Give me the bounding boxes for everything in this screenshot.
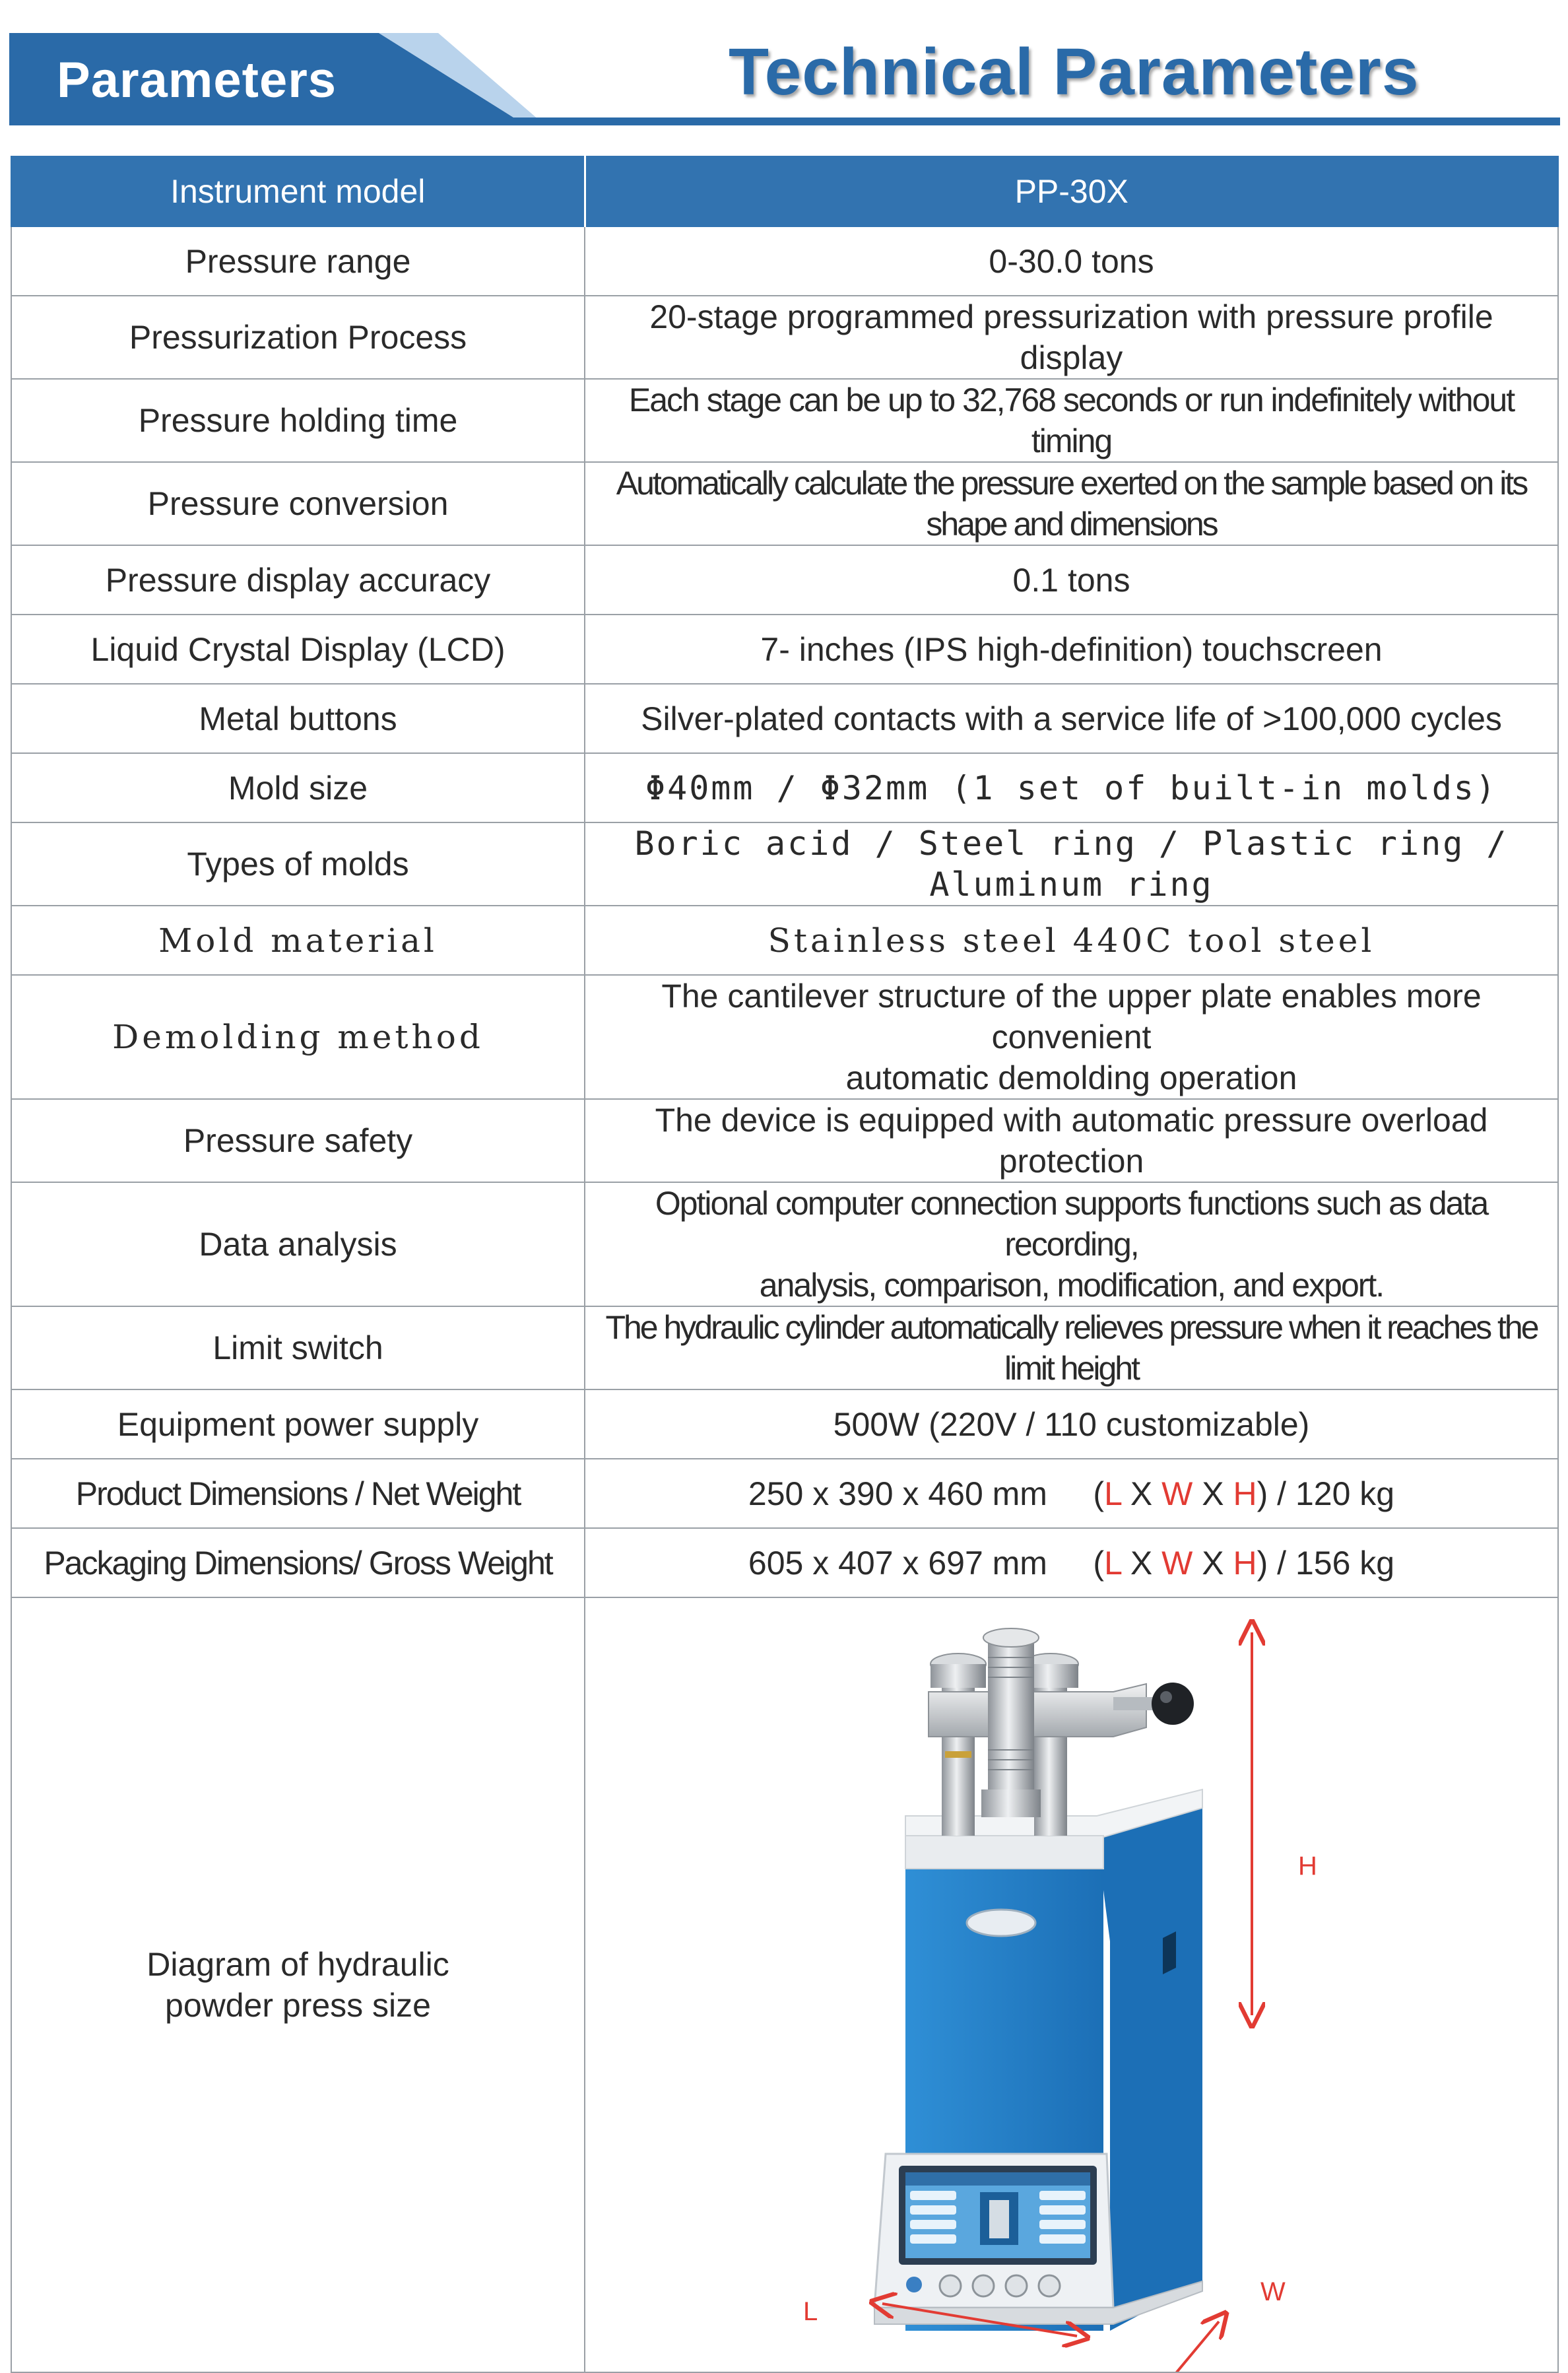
- dims-x: X: [1121, 1544, 1162, 1582]
- table-row: [11, 1306, 1558, 1389]
- press-center-screw: [988, 1638, 1034, 1796]
- table-header-value: PP-30X: [585, 156, 1558, 226]
- table-row: [11, 975, 1558, 1099]
- diagram-label-line: Diagram of hydraulic: [147, 1946, 449, 1983]
- row-label: Pressure safety: [11, 1099, 585, 1182]
- height-label: H: [1298, 1852, 1317, 1881]
- dims-value: 605 x 407 x 697 mm: [748, 1544, 1047, 1582]
- row-value: 0.1 tons: [585, 545, 1558, 615]
- table-header-row: [11, 156, 1558, 226]
- row-value: 7- inches (IPS high-definition) touchscreen: [585, 615, 1558, 684]
- row-value: [585, 1459, 1558, 1528]
- weight-value: ) / 120 kg: [1257, 1475, 1395, 1512]
- section-tab-label: Parameters: [57, 52, 337, 108]
- row-label: Mold material: [11, 906, 585, 975]
- row-value: [585, 1182, 1558, 1306]
- row-label: Equipment power supply: [11, 1389, 585, 1459]
- table-row: [11, 296, 1558, 379]
- table-row: [11, 615, 1558, 684]
- row-value: 0-30.0 tons: [585, 226, 1558, 296]
- row-value: 500W (220V / 110 customizable): [585, 1389, 1558, 1459]
- row-label: Demolding method: [11, 975, 585, 1099]
- diagram-cell: [585, 1597, 1558, 2372]
- row-label: Product Dimensions / Net Weight: [11, 1459, 585, 1528]
- table-row: [11, 462, 1558, 545]
- width-label: W: [1260, 2277, 1286, 2306]
- table-row: [11, 684, 1558, 753]
- row-value: Each stage can be up to 32,768 seconds or run indefinitely without timing: [585, 379, 1558, 462]
- dim-letter-w: W: [1161, 1475, 1193, 1512]
- press-handle-knob: [1152, 1683, 1194, 1725]
- hydraulic-press-illustration: [585, 1598, 1559, 2372]
- dims-x: X: [1192, 1544, 1233, 1582]
- row-value-line: analysis, comparison, modification, and export.: [759, 1267, 1384, 1304]
- row-label: Mold size: [11, 753, 585, 822]
- row-value: [585, 1528, 1558, 1597]
- row-label: Limit switch: [11, 1306, 585, 1389]
- length-label: L: [803, 2297, 818, 2326]
- table-row: [11, 1099, 1558, 1182]
- row-value: The device is equipped with automatic pressure overload protection: [585, 1099, 1558, 1182]
- spec-table: [11, 156, 1559, 2373]
- row-value: 20-stage programmed pressurization with pressure profile display: [585, 296, 1558, 379]
- press-side-slot: [1163, 1931, 1176, 1974]
- width-arrow: [1123, 2322, 1219, 2372]
- dims-x: X: [1192, 1475, 1233, 1512]
- row-label: Pressure range: [11, 226, 585, 296]
- row-value: The hydraulic cylinder automatically relieves pressure when it reaches the limit height: [585, 1306, 1558, 1389]
- row-label: Pressurization Process: [11, 296, 585, 379]
- row-value-line: The cantilever structure of the upper plate enables more convenient: [661, 978, 1482, 1055]
- table-row: [11, 1182, 1558, 1306]
- dim-letter-l: L: [1104, 1475, 1122, 1512]
- row-value: Φ40mm / Φ32mm (1 set of built-in molds): [585, 753, 1558, 822]
- row-label: Packaging Dimensions/ Gross Weight: [11, 1528, 585, 1597]
- row-value-line: automatic demolding operation: [845, 1059, 1297, 1096]
- press-window: [967, 1910, 1035, 1936]
- table-row: [11, 1459, 1558, 1528]
- row-label: Liquid Crystal Display (LCD): [11, 615, 585, 684]
- press-body-side: [1097, 1808, 1202, 2331]
- row-value-line: Optional computer connection supports functions such as data recording,: [655, 1185, 1488, 1263]
- dims-paren: (: [1093, 1475, 1105, 1512]
- row-label: Metal buttons: [11, 684, 585, 753]
- row-label: Pressure holding time: [11, 379, 585, 462]
- table-row: [11, 226, 1558, 296]
- dim-letter-l: L: [1104, 1544, 1122, 1582]
- table-row: [11, 906, 1558, 975]
- table-row: [11, 753, 1558, 822]
- row-label: Data analysis: [11, 1182, 585, 1306]
- page-header: [9, 25, 1560, 124]
- press-diagram: [585, 1598, 1559, 2372]
- row-value: Automatically calculate the pressure exerted on the sample based on its shape and dimensions: [585, 462, 1558, 545]
- page-title: Technical Parameters: [729, 35, 1420, 109]
- dims-value: 250 x 390 x 460 mm: [748, 1475, 1047, 1512]
- row-value: Stainless steel 440C tool steel: [585, 906, 1558, 975]
- weight-value: ) / 156 kg: [1257, 1544, 1395, 1582]
- table-row-diagram: [11, 1597, 1558, 2372]
- row-label: Pressure conversion: [11, 462, 585, 545]
- dims-paren: (: [1093, 1544, 1105, 1582]
- metal-button: [940, 2275, 961, 2296]
- table-row: [11, 822, 1558, 906]
- dim-letter-h: H: [1233, 1475, 1257, 1512]
- dim-letter-h: H: [1233, 1544, 1257, 1582]
- row-value: Boric acid / Steel ring / Plastic ring / Aluminum ring: [585, 822, 1558, 906]
- row-value: Silver-plated contacts with a service life of >100,000 cycles: [585, 684, 1558, 753]
- metal-button: [1006, 2275, 1027, 2296]
- diagram-label-line: powder press size: [165, 1987, 431, 2024]
- row-label: Types of molds: [11, 822, 585, 906]
- row-label: Pressure display accuracy: [11, 545, 585, 615]
- metal-button: [973, 2275, 994, 2296]
- row-value: [585, 975, 1558, 1099]
- press-column-left: [942, 1664, 975, 1836]
- table-row: [11, 1389, 1558, 1459]
- table-row: [11, 1528, 1558, 1597]
- dims-x: X: [1121, 1475, 1162, 1512]
- table-row: [11, 379, 1558, 462]
- diagram-label: [11, 1597, 585, 2372]
- table-header-label: Instrument model: [11, 156, 585, 226]
- table-row: [11, 545, 1558, 615]
- dim-letter-w: W: [1161, 1544, 1193, 1582]
- metal-button: [1039, 2275, 1060, 2296]
- header-divider: [9, 117, 1560, 125]
